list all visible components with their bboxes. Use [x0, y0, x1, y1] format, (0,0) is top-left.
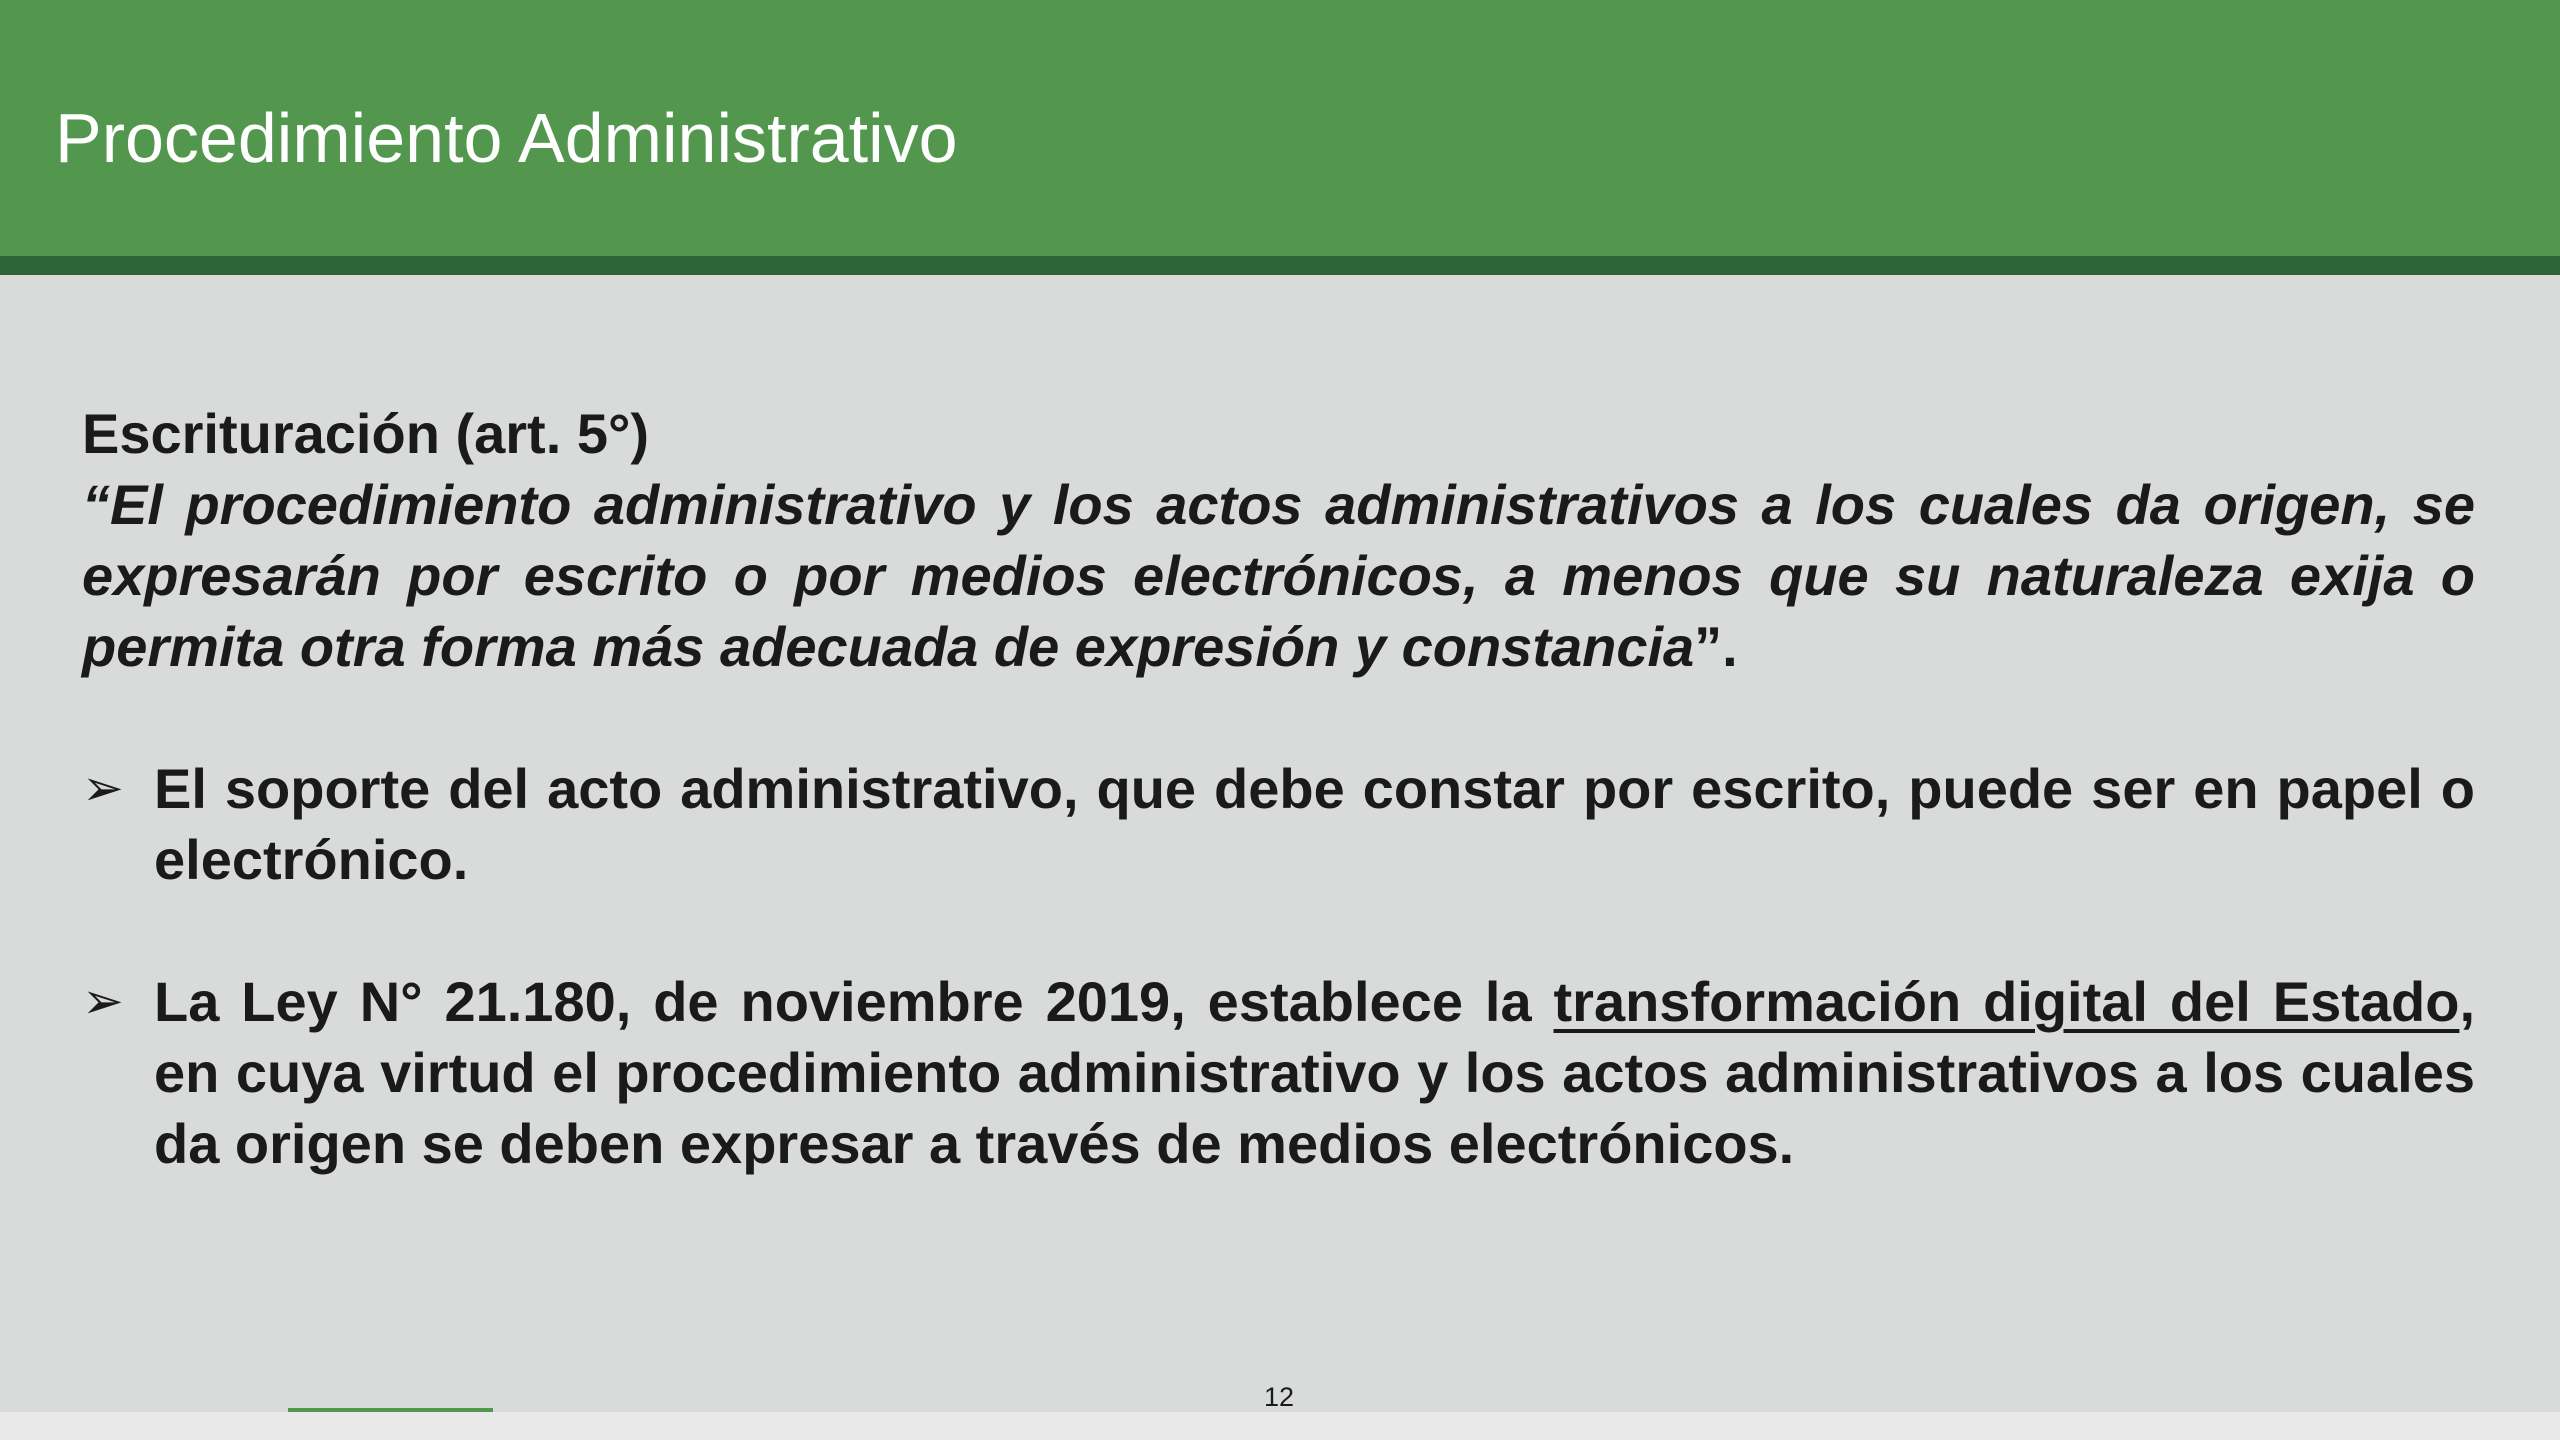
bullet-item: [82, 753, 2475, 895]
slide-body: [82, 398, 2475, 1179]
bullet-text-start: La Ley N° 21.180, de noviembre 2019, establece la: [154, 970, 1554, 1033]
title-bar-rule: [0, 256, 2560, 275]
bullet-text: El soporte del acto administrativo, que debe constar por escrito, puede ser en papel o electrónico.: [154, 757, 2475, 891]
section-heading: Escrituración (art. 5°): [82, 402, 649, 465]
underlined-phrase: transformación digital del Estado: [1553, 970, 2460, 1033]
arrow-bullet-icon: ➢: [82, 759, 124, 817]
arrow-bullet-icon: ➢: [82, 972, 124, 1030]
quote-text: “El procedimiento administrativo y los actos administrativos a los cuales da origen, se expresarán por escrito o por medios electrónicos, a menos que su naturaleza exija o permita otra forma más adecuada de expresión y constancia: [82, 473, 2475, 678]
bottom-strip: [0, 1412, 2560, 1440]
bullet-item: [82, 966, 2475, 1179]
quote-close: ”.: [1694, 615, 1738, 678]
slide-title: Procedimiento Administrativo: [55, 99, 958, 177]
bullet-text-end: , en cuya virtud el procedimiento administrativo y los actos administrativos a los cuales da origen se deben expresar a través de medios electrónicos.: [154, 970, 2475, 1175]
article-quote: [82, 469, 2475, 682]
page-number: 12: [1264, 1382, 1295, 1412]
